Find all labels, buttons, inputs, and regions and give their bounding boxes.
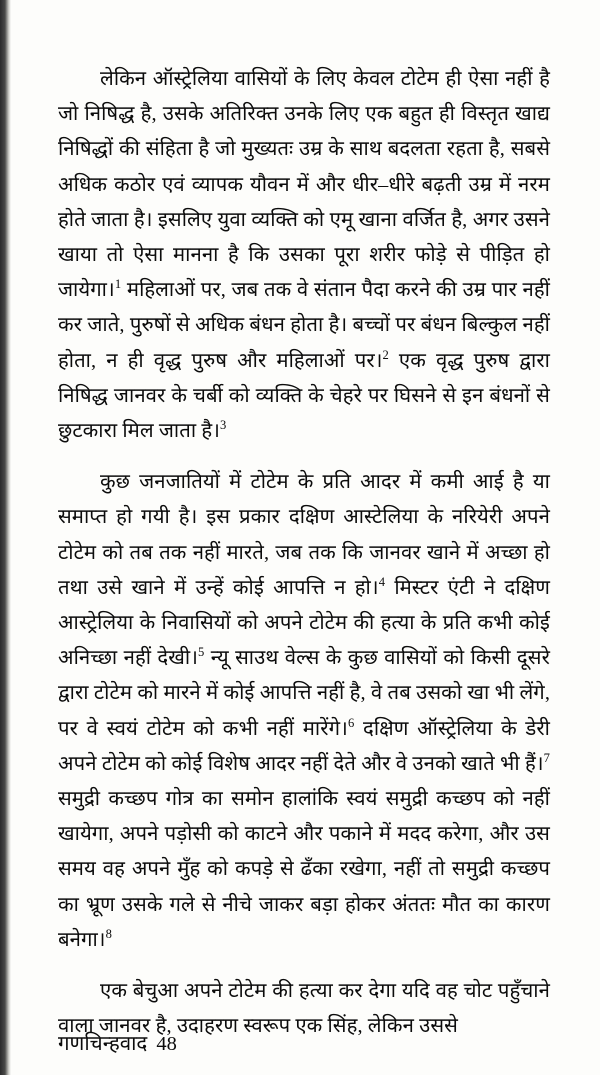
footnote-marker-6: 6 [347,715,355,730]
page-footer [58,1029,550,1057]
footnote-marker-8: 8 [105,927,112,942]
page-body-text [58,62,550,1044]
paragraph-1 [58,62,550,449]
paragraph-2-segment-1: कुछ जनजातियों में टोटेम के प्रति आदर में कमी आई है या समाप्त हो गयी है। इस प्रकार दक्षिण आस्टेलिया के नरियेरी अपने टोटेम को तब तक नहीं मारते, जब तक कि जानवर खाने में अच्छा हो तथा उसे खाने में उन्हें कोई आपत्ति न हो। [58,471,550,599]
footnote-marker-1: 1 [114,277,122,292]
paragraph-2-segment-4: दक्षिण ऑस्ट्रेलिया के डेरी अपने टोटेम को कोई विशेष आदर नहीं देते और वे उनको खाते भी हैं। [58,717,550,775]
footnote-marker-3: 3 [220,418,227,433]
paragraph-1-segment-3: एक वृद्ध पुरुष द्वारा निषिद्ध जानवर के चर्बी को व्यक्ति के चेहरे पर घिसने से इन बंधनों से छुटकारा मिल जाता है। [58,349,550,443]
footnote-marker-4: 4 [378,575,386,590]
paragraph-2 [58,465,550,958]
footnote-marker-7: 7 [543,751,550,766]
footnote-marker-2: 2 [382,347,389,362]
paragraph-1-segment-1: लेकिन ऑस्ट्रेलिया वासियों के लिए केवल टोटेम ही ऐसा नहीं है जो निषिद्ध है, उसके अतिरिक्त उनके लिए एक बहुत ही विस्तृत खाद्य निषिद्धों की संहिता है जो मुख्यतः उम्र के साथ बदलता रहता है, सबसे अधिक कठोर एवं व्यापक यौवन में और धीर–धीरे बढ़ती उम्र में नरम होते जाता है। इसलिए युवा व्यक्ति को एमू खाना वर्जित है, अगर उसने खाया तो ऐसा मानना है कि उसका पूरा शरीर फोड़े से पीड़ित हो जायेगा। [58,68,550,302]
paragraph-3: एक बेचुआ अपने टोटेम की हत्या कर देगा यदि वह चोट पहुँचाने वाला जानवर है, उदाहरण स्वरूप एक सिंह, लेकिन उससे [58,980,550,1038]
paragraph-2-segment-3: न्यू साउथ वेल्स के कुछ वासियों को किसी दूसरे द्वारा टोटेम को मारने में कोई आपत्ति नहीं है, वे तब उसको खा भी लेंगे, पर वे स्वयं टोटेम को कभी नहीं मारेंगे। [58,647,551,740]
book-binding-edge [0,0,11,1075]
footer-book-title: गणचिन्हवाद [58,1033,148,1055]
paragraph-2-segment-2: मिस्टर एंटी ने दक्षिण आस्ट्रेलिया के निवासियों को अपने टोटेम की हत्या के प्रति कभी कोई अनिच्छा नहीं देखी। [58,576,550,670]
paragraph-1-segment-2: महिलाओं पर, जब तक वे संतान पैदा करने की उम्र पार नहीं कर जाते, पुरुषों से अधिक बंधन होता है। बच्चों पर बंधन बिल्कुल नहीं होता, न ही वृद्ध पुरुष और महिलाओं पर। [58,279,550,372]
paragraph-2-segment-5: समुद्री कच्छप गोत्र का समोन हालांकि स्वयं समुद्री कच्छप को नहीं खायेगा, अपने पड़ोसी को काटने और पकाने में मदद करेगा, और उस समय वह अपने मुँह को कपड़े से ढँका रखेगा, नहीं तो समुद्री कच्छप का भ्रूण उसके गले से नीचे जाकर बड़ा होकर अंततः मौत का कारण बनेगा। [58,788,550,951]
footer-page-number: 48 [156,1033,177,1055]
page-content-area [22,0,578,1075]
footnote-marker-5: 5 [198,645,205,660]
